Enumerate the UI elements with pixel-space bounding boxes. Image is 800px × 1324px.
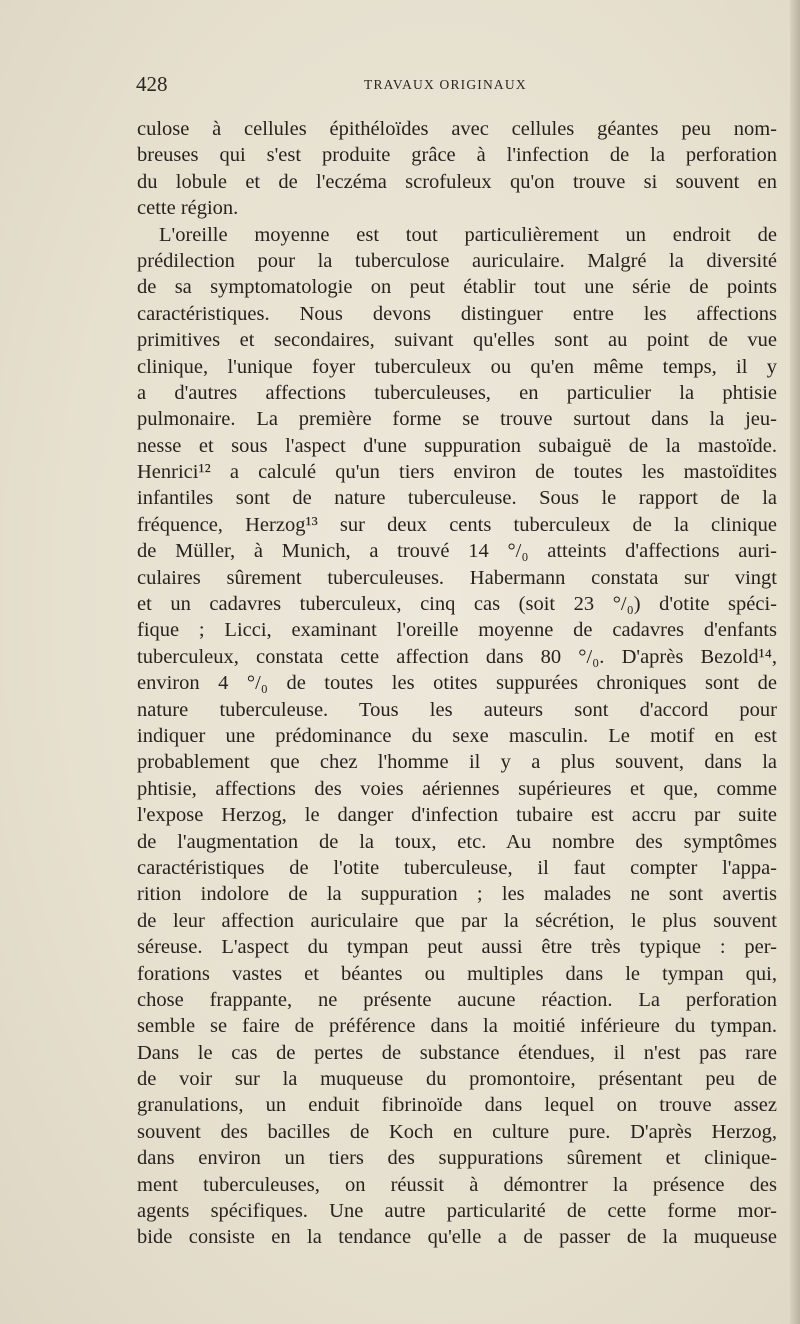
page-edge-shadow xyxy=(790,0,800,1324)
text-line: de Müller, à Munich, a trouvé 14 °/₀ atteints d'affections auri- xyxy=(137,540,777,563)
text-line: Dans le cas de pertes de substance étendues, il n'est pas rare xyxy=(137,1041,777,1064)
text-line: indiquer une prédominance du sexe masculin. Le motif en est xyxy=(137,724,777,747)
text-line: de sa symptomatologie on peut établir tout une série de points xyxy=(137,276,777,299)
text-line: l'expose Herzog, le danger d'infection tubaire est accru par suite xyxy=(137,804,777,827)
body-text xyxy=(137,116,777,1251)
running-head: TRAVAUX ORIGINAUX xyxy=(364,77,527,92)
text-line: culaires sûrement tuberculeuses. Habermann constata sur vingt xyxy=(137,566,777,589)
text-line: et un cadavres tuberculeux, cinq cas (soit 23 °/₀) d'otite spéci- xyxy=(137,593,777,616)
page-number: 428 xyxy=(136,72,168,96)
text-line: granulations, un enduit fibrinoïde dans lequel on trouve assez xyxy=(137,1094,777,1117)
text-line: clinique, l'unique foyer tuberculeux ou qu'en même temps, il y xyxy=(137,355,777,378)
text-line: environ 4 °/₀ de toutes les otites suppurées chroniques sont de xyxy=(137,672,777,695)
text-line: caractéristiques de l'otite tuberculeuse, il faut compter l'appa- xyxy=(137,856,777,879)
text-line: pulmonaire. La première forme se trouve surtout dans la jeu- xyxy=(137,408,777,431)
text-line: nesse et sous l'aspect d'une suppuration subaiguë de la mastoïde. xyxy=(137,434,777,457)
text-line: chose frappante, ne présente aucune réaction. La perforation xyxy=(137,988,777,1011)
text-line: de leur affection auriculaire que par la sécrétion, le plus souvent xyxy=(137,909,777,932)
text-line: semble se faire de préférence dans la moitié inférieure du tympan. xyxy=(137,1015,777,1038)
text-line: L'oreille moyenne est tout particulièrement un endroit de xyxy=(159,223,777,246)
text-line: a d'autres affections tuberculeuses, en particulier la phtisie xyxy=(137,381,777,404)
text-line: souvent des bacilles de Koch en culture pure. D'après Herzog, xyxy=(137,1120,777,1143)
text-line: fréquence, Herzog¹³ sur deux cents tuberculeux de la clinique xyxy=(137,513,777,536)
text-line: agents spécifiques. Une autre particularité de cette forme mor- xyxy=(137,1200,777,1223)
text-line: tuberculeux, constata cette affection dans 80 °/₀. D'après Bezold¹⁴, xyxy=(137,645,777,668)
text-line: rition indolore de la suppuration ; les malades ne sont avertis xyxy=(137,883,777,906)
text-line: phtisie, affections des voies aériennes supérieures et que, comme xyxy=(137,777,777,800)
text-line: bide consiste en la tendance qu'elle a de passer de la muqueuse xyxy=(137,1226,777,1249)
text-line: breuses qui s'est produite grâce à l'infection de la perforation xyxy=(137,144,777,167)
text-line: infantiles sont de nature tuberculeuse. Sous le rapport de la xyxy=(137,487,777,510)
text-line: primitives et secondaires, suivant qu'elles sont au point de vue xyxy=(137,329,777,352)
text-line: nature tuberculeuse. Tous les auteurs sont d'accord pour xyxy=(137,698,777,721)
text-line: prédilection pour la tuberculose auriculaire. Malgré la diversité xyxy=(137,249,777,272)
text-line: probablement que chez l'homme il y a plus souvent, dans la xyxy=(137,751,777,774)
text-line: ment tuberculeuses, on réussit à démontrer la présence des xyxy=(137,1173,777,1196)
text-line: Henrici¹² a calculé qu'un tiers environ de toutes les mastoïdites xyxy=(137,461,777,484)
text-line: culose à cellules épithéloïdes avec cellules géantes peu nom- xyxy=(137,118,777,140)
text-line: du lobule et de l'eczéma scrofuleux qu'on trouve si souvent en xyxy=(137,170,777,193)
text-line: séreuse. L'aspect du tympan peut aussi être très typique : per- xyxy=(137,936,777,959)
text-line: de l'augmentation de la toux, etc. Au nombre des symptômes xyxy=(137,830,777,853)
text-line: de voir sur la muqueuse du promontoire, présentant peu de xyxy=(137,1068,777,1091)
text-line: dans environ un tiers des suppurations sûrement et clinique- xyxy=(137,1147,777,1170)
text-line: cette région. xyxy=(137,197,239,220)
page-header xyxy=(136,72,776,102)
text-line: caractéristiques. Nous devons distinguer entre les affections xyxy=(137,302,777,325)
text-line: forations vastes et béantes ou multiples dans le tympan qui, xyxy=(137,962,777,985)
text-line: fique ; Licci, examinant l'oreille moyenne de cadavres d'enfants xyxy=(137,619,777,642)
